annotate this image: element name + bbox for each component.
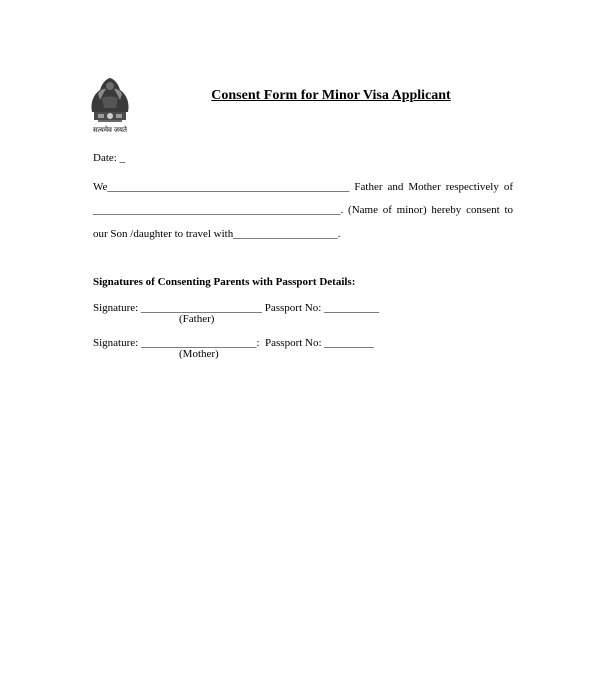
emblem-motto: सत्यमेव जयते <box>93 126 127 134</box>
date-field: Date: _ <box>93 152 126 164</box>
mother-role-label: (Mother) <box>179 348 219 360</box>
consent-line-3: our Son /daughter to travel with___________________. <box>93 228 341 240</box>
page-title: Consent Form for Minor Visa Applicant <box>211 88 451 103</box>
consent-line-1-text: Father and Mother respectively of <box>354 181 514 193</box>
consent-line-2 <box>93 204 513 216</box>
consent-line-1-names: We____________________________________________ <box>93 181 350 193</box>
mother-signature-line: Signature: _____________________: Passport No: _________ <box>93 337 374 349</box>
father-signature-line: Signature: ______________________ Passport No: __________ <box>93 302 379 314</box>
signatures-heading: Signatures of Consenting Parents with Passport Details: <box>93 276 356 288</box>
father-role-label: (Father) <box>179 313 215 325</box>
consent-line-2-text: (Name of minor) hereby consent to <box>348 204 514 216</box>
consent-line-1 <box>93 181 513 193</box>
consent-line-2-minor: _____________________________________________. <box>93 204 344 216</box>
